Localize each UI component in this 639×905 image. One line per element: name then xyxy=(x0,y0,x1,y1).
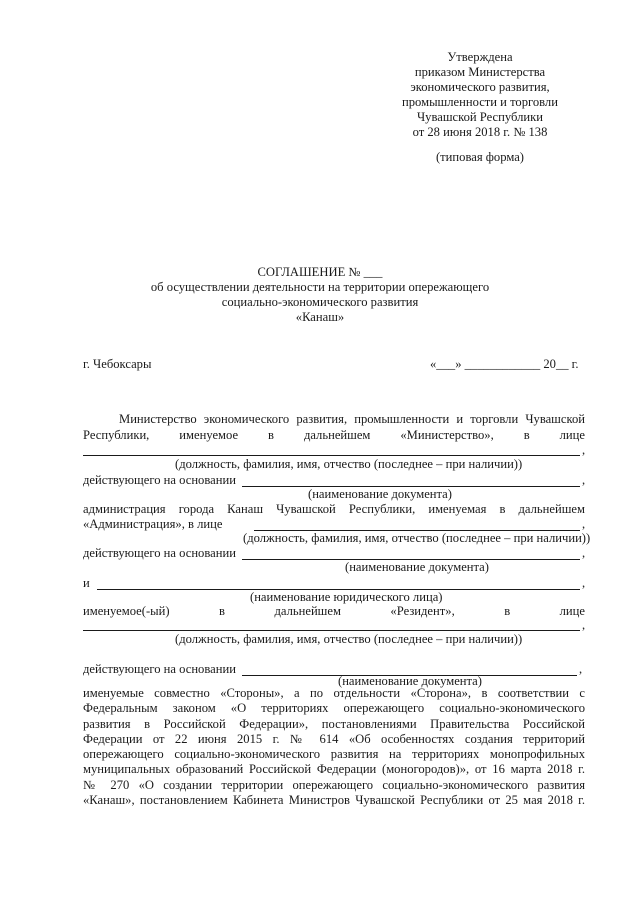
ministry-line: Министерство экономического развития, промышленности и торговли Чувашской xyxy=(119,412,585,426)
caption-position: (должность, фамилия, имя, отчество (последнее – при наличии)) xyxy=(175,457,523,471)
comma: , xyxy=(582,473,586,487)
paragraph-line: «Канаш», постановлением Кабинета Министров Чувашской Республики от 25 мая 2018 г. xyxy=(83,793,585,808)
administration-line: администрация города Канаш Чувашской Республики, именуемая в дальнейшем xyxy=(83,502,585,516)
comma: , xyxy=(582,618,586,632)
caption-position: (должность, фамилия, имя, отчество (последнее – при наличии)) xyxy=(175,632,523,646)
comma: , xyxy=(579,662,583,676)
caption-document: (наименование документа) xyxy=(338,674,482,688)
comma: , xyxy=(582,517,586,531)
caption-document: (наименование документа) xyxy=(345,560,489,574)
acting-basis-label: действующего на основании xyxy=(83,546,236,560)
approval-line: от 28 июня 2018 г. № 138 xyxy=(412,125,548,139)
paragraph-line: муниципальных образований Российской Федерации (моногородов)», от 16 марта 2018 г. xyxy=(83,762,585,777)
title-subtitle: об осуществлении деятельности на территории опережающего xyxy=(150,280,490,294)
administration-line: «Администрация», в лице xyxy=(83,517,223,531)
paragraph-line: именуемые совместно «Стороны», а по отдельности «Сторона», в соответствии с xyxy=(83,686,585,700)
caption-legal-entity: (наименование юридического лица) xyxy=(250,590,443,604)
resident-line: именуемое(-ый) в дальнейшем «Резидент», в лице xyxy=(83,604,585,618)
and-word: и xyxy=(83,576,90,590)
caption-position: (должность, фамилия, имя, отчество (последнее – при наличии)) xyxy=(243,531,591,545)
city-label: г. Чебоксары xyxy=(83,357,152,371)
date-field[interactable]: «___» ____________ 20__ г. xyxy=(430,357,579,371)
paragraph-line: опережающего социально-экономического развития на территориях монопрофильных xyxy=(83,747,585,762)
caption-document: (наименование документа) xyxy=(308,487,452,501)
acting-basis-label: действующего на основании xyxy=(83,473,236,487)
comma: , xyxy=(582,546,586,560)
title-subtitle: «Канаш» xyxy=(295,310,345,324)
agreement-title xyxy=(120,265,520,325)
approval-line: экономического развития, xyxy=(410,80,550,94)
resident-representative-blank[interactable] xyxy=(83,630,580,631)
form-type-note: (типовая форма) xyxy=(435,150,524,164)
ministry-representative-blank[interactable] xyxy=(83,455,580,456)
acting-basis-label: действующего на основании xyxy=(83,662,236,676)
paragraph-line: № 270 «О создании территории опережающего социально-экономического развития xyxy=(83,777,585,792)
comma: , xyxy=(582,443,586,457)
page-title: СОГЛАШЕНИЕ № ___ xyxy=(257,265,383,279)
paragraph-line: развития в Российской Федерации», постановлениями Правительства Российской xyxy=(83,716,585,731)
agreement-paragraph xyxy=(83,686,585,808)
comma: , xyxy=(582,576,586,590)
approval-line: Чувашской Республики xyxy=(417,110,543,124)
approval-stamp xyxy=(380,50,580,140)
title-subtitle: социально-экономического развития xyxy=(221,295,419,309)
approval-line: приказом Министерства xyxy=(414,65,546,79)
paragraph-line: Федерации от 22 июня 2015 г. № 614 «Об особенностях создания территорий xyxy=(83,731,585,746)
ministry-line: Республики, именуемое в дальнейшем «Министерство», в лице xyxy=(83,428,585,442)
paragraph-line: Федеральным законом «О территориях опережающего социально-экономического xyxy=(83,701,585,716)
approval-line: промышленности и торговли xyxy=(402,95,558,109)
approval-line: Утверждена xyxy=(447,50,513,64)
